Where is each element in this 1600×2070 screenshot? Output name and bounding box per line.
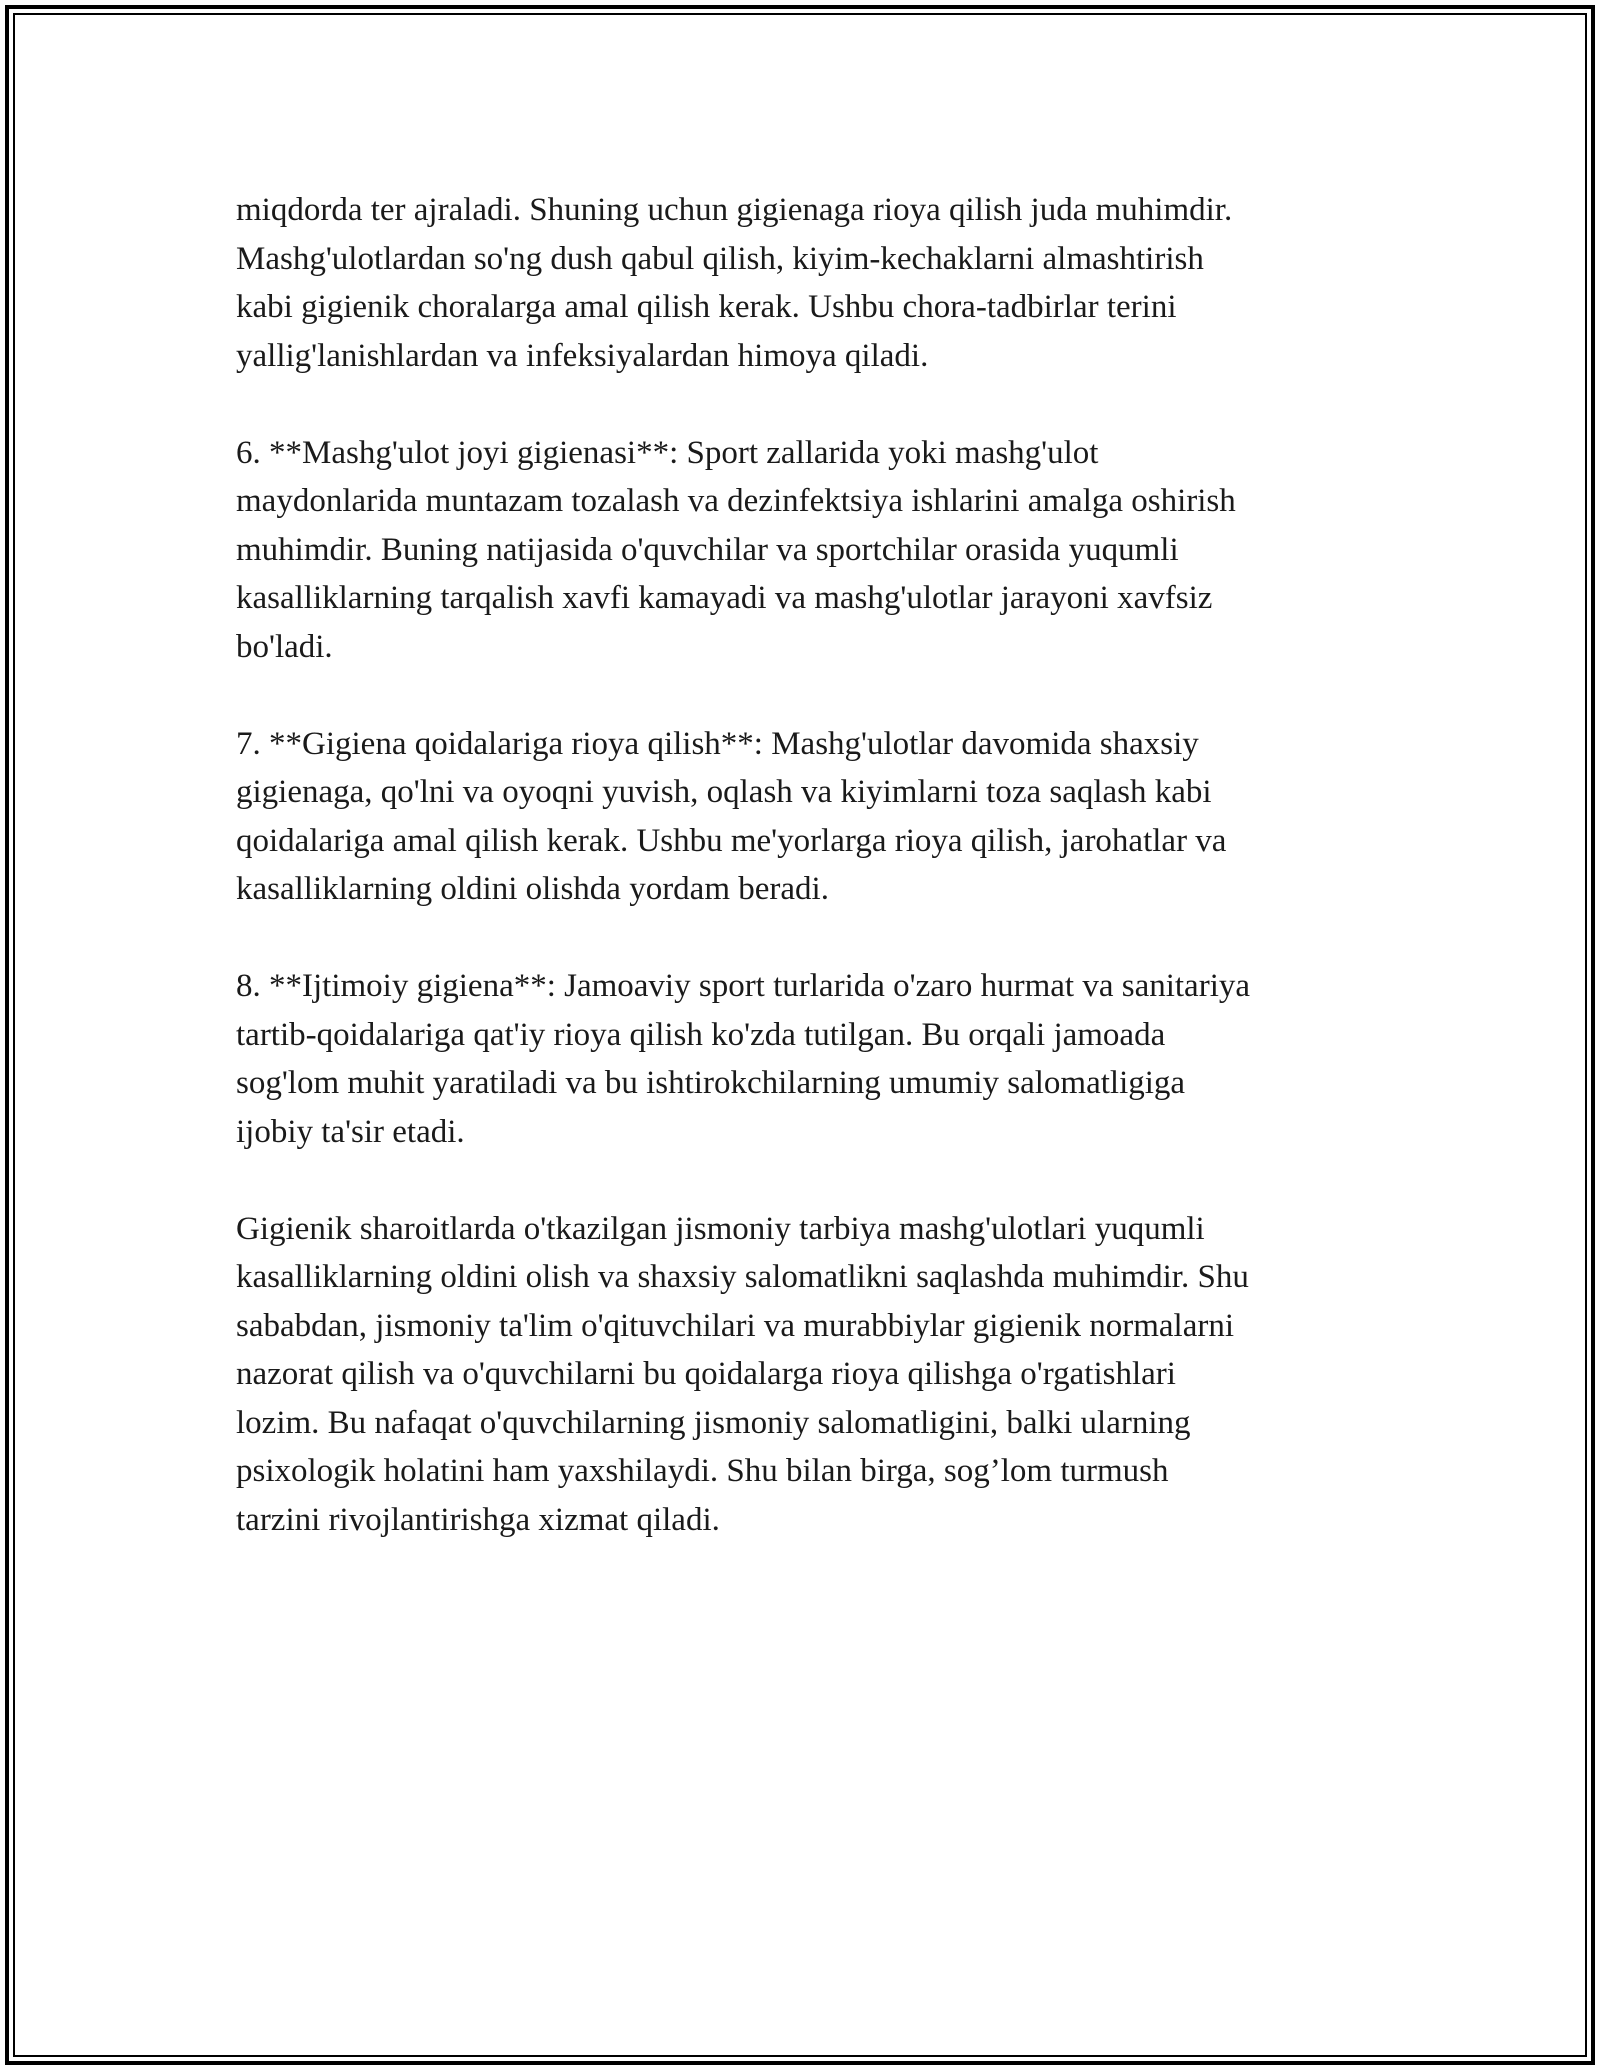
paragraph-continuation: miqdorda ter ajraladi. Shuning uchun gigienaga rioya qilish juda muhimdir. Mashg'ulotlardan so'ng dush qabul qilish, kiyim-kechaklarni almashtirish kabi gigienik choralarga amal qilish kerak. Ushbu chora-tadbirlar terini yallig'lanishlardan va infeksiyalardan himoya qiladi. (236, 192, 1233, 374)
document-body (236, 186, 1376, 1544)
paragraph-conclusion: Gigienik sharoitlarda o'tkazilgan jismoniy tarbiya mashg'ulotlari yuqumli kasalliklarning oldini olish va shaxsiy salomatlikni saqlashda muhimdir. Shu sababdan, jismoniy ta'lim o'qituvchilari va murabbiylar gigienik normalarni nazorat qilish va o'quvchilarni bu qoidalarga rioya qilishga o'rgatishlari lozim. Bu nafaqat o'quvchilarning jismoniy salomatligini, balki ularning psixologik holatini ham yaxshilaydi. Shu bilan birga, sog’lom turmush tarzini rivojlantirishga xizmat qiladi. (236, 1210, 1249, 1538)
paragraph-item-6: 6. **Mashg'ulot joyi gigienasi**: Sport zallarida yoki mashg'ulot maydonlarida muntazam tozalash va dezinfektsiya ishlarini amalga oshirish muhimdir. Buning natijasida o'quvchilar va sportchilar orasida yuqumli kasalliklarning tarqalish xavfi kamayadi va mashg'ulotlar jarayoni xavfsiz bo'ladi. (236, 434, 1236, 665)
paragraph-item-8: 8. **Ijtimoiy gigiena**: Jamoaviy sport turlarida o'zaro hurmat va sanitariya tartib-qoidalariga qat'iy rioya qilish ko'zda tutilgan. Bu orqali jamoada sog'lom muhit yaratiladi va bu ishtirokchilarning umumiy salomatligiga ijobiy ta'sir etadi. (236, 968, 1251, 1150)
paragraph-item-7: 7. **Gigiena qoidalariga rioya qilish**: Mashg'ulotlar davomida shaxsiy gigienaga, qo'lni va oyoqni yuvish, oqlash va kiyimlarni toza saqlash kabi qoidalariga amal qilish kerak. Ushbu me'yorlarga rioya qilish, jarohatlar va kasalliklarning oldini olishda yordam beradi. (236, 725, 1227, 907)
